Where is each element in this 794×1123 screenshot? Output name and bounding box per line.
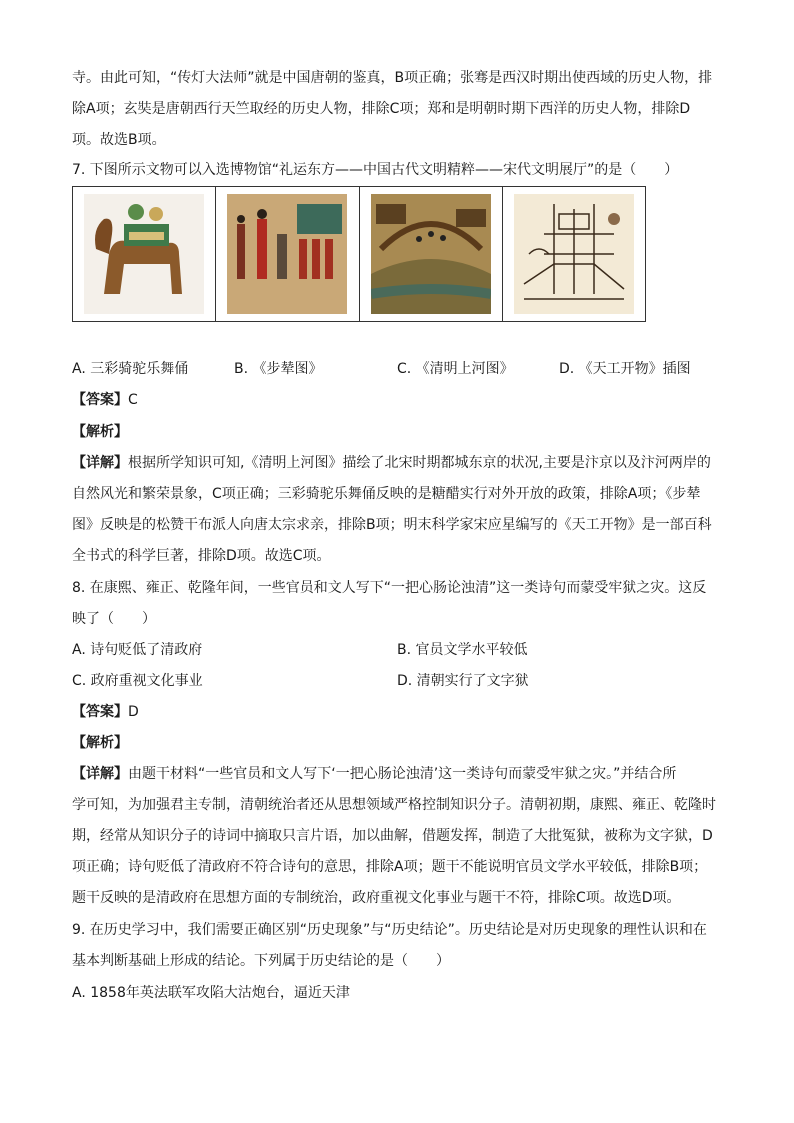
question-8-stem: 8. 在康熙、雍正、乾隆年间，一些官员和文人写下“一把心肠论浊清”这一类诗句而蒙受牢狱之灾。这反 [72, 580, 707, 596]
camel-figurine-image [84, 194, 204, 314]
analysis-label: 【解析】 [72, 424, 128, 440]
question-9-stem: 9. 在历史学习中，我们需要正确区别“历史现象”与“历史结论”。历史结论是对历史现象的理性认识和在 [72, 922, 707, 938]
q7-detail-line: 自然风光和繁荣景象，C项正确；三彩骑驼乐舞俑反映的是糖醋实行对外开放的政策，排除A项；《步辇 [72, 486, 701, 502]
q8-option-d: D. 清朝实行了文字狱 [397, 673, 529, 689]
detail-text: 由题干材料“一些官员和文人写下‘一把心肠论浊清’这一类诗句而蒙受牢狱之灾。”并结合所 [128, 766, 677, 782]
q7-option-d: D. 《天工开物》插图 [559, 361, 691, 377]
image-cell-qingming [360, 187, 503, 321]
q8-option-c: C. 政府重视文化事业 [72, 673, 203, 689]
q7-option-a: A. 三彩骑驼乐舞俑 [72, 361, 189, 377]
q7-analysis-label [72, 422, 128, 442]
question-7-stem: 7. 下图所示文物可以入选博物馆“礼运东方——中国古代文明精粹——宋代文明展厅”的是（ ） [72, 162, 679, 178]
prev-explanation-line: 寺。由此可知，“传灯大法师”就是中国唐朝的鉴真，B项正确；张骞是西汉时期出使西域的历史人物，排 [72, 70, 713, 86]
q8-option-a: A. 诗句贬低了清政府 [72, 642, 203, 658]
buniantu-painting-image [227, 194, 347, 314]
q8-detail-line: 期，经常从知识分子的诗词中摘取只言片语，加以曲解，借题发挥，制造了大批冤狱，被称为文字狱，D [72, 828, 713, 844]
q8-detail-line [72, 764, 676, 784]
answer-label: 【答案】 [72, 704, 128, 720]
answer-label: 【答案】 [72, 392, 128, 408]
q7-detail-line [72, 453, 711, 473]
q7-detail-line: 全书式的科学巨著，排除D项。故选C项。 [72, 548, 331, 564]
q8-detail-line: 学可知，为加强君主专制，清朝统治者还从思想领域严格控制知识分子。清朝初期，康熙、雍正、乾隆时 [72, 797, 716, 813]
detail-text: 根据所学知识可知,《清明上河图》描绘了北宋时期都城东京的状况,主要是汴京以及汴河两岸的 [128, 455, 711, 471]
answer-value: D [128, 704, 139, 720]
question-8-stem: 映了（ ） [72, 611, 156, 627]
answer-value: C [128, 392, 138, 408]
detail-label: 【详解】 [72, 455, 128, 471]
tiangongkaiwu-illustration-image [514, 194, 634, 314]
qingming-scroll-image [371, 194, 491, 314]
q7-option-b: B. 《步辇图》 [234, 361, 323, 377]
q8-option-b: B. 官员文学水平较低 [397, 642, 528, 658]
image-cell-tiangongkaiwu [503, 187, 645, 321]
q8-analysis-label [72, 733, 128, 753]
q8-answer [72, 702, 139, 722]
artifact-image-table [72, 186, 646, 322]
q7-detail-line: 图》反映是的松赞干布派人向唐太宗求亲，排除B项；明末科学家宋应星编写的《天工开物》是一部百科 [72, 517, 712, 533]
prev-explanation-line: 除A项；玄奘是唐朝西行天竺取经的历史人物，排除C项；郑和是明朝时期下西洋的历史人物，排除D [72, 101, 691, 117]
q9-option-a: A. 1858年英法联军攻陷大沽炮台，逼近天津 [72, 985, 350, 1001]
q8-detail-line: 项正确；诗句贬低了清政府不符合诗句的意思，排除A项；题干不能说明官员文学水平较低，排除B项； [72, 859, 708, 875]
image-cell-camel-figurine [73, 187, 216, 321]
analysis-label: 【解析】 [72, 735, 128, 751]
q7-option-c: C. 《清明上河图》 [397, 361, 514, 377]
image-cell-buniantu [216, 187, 359, 321]
question-9-stem: 基本判断基础上形成的结论。下列属于历史结论的是（ ） [72, 953, 450, 969]
q7-answer [72, 390, 138, 410]
q8-detail-line: 题干反映的是清政府在思想方面的专制统治，政府重视文化事业与题干不符，排除C项。故选D项。 [72, 890, 681, 906]
prev-explanation-line: 项。故选B项。 [72, 132, 166, 148]
detail-label: 【详解】 [72, 766, 128, 782]
